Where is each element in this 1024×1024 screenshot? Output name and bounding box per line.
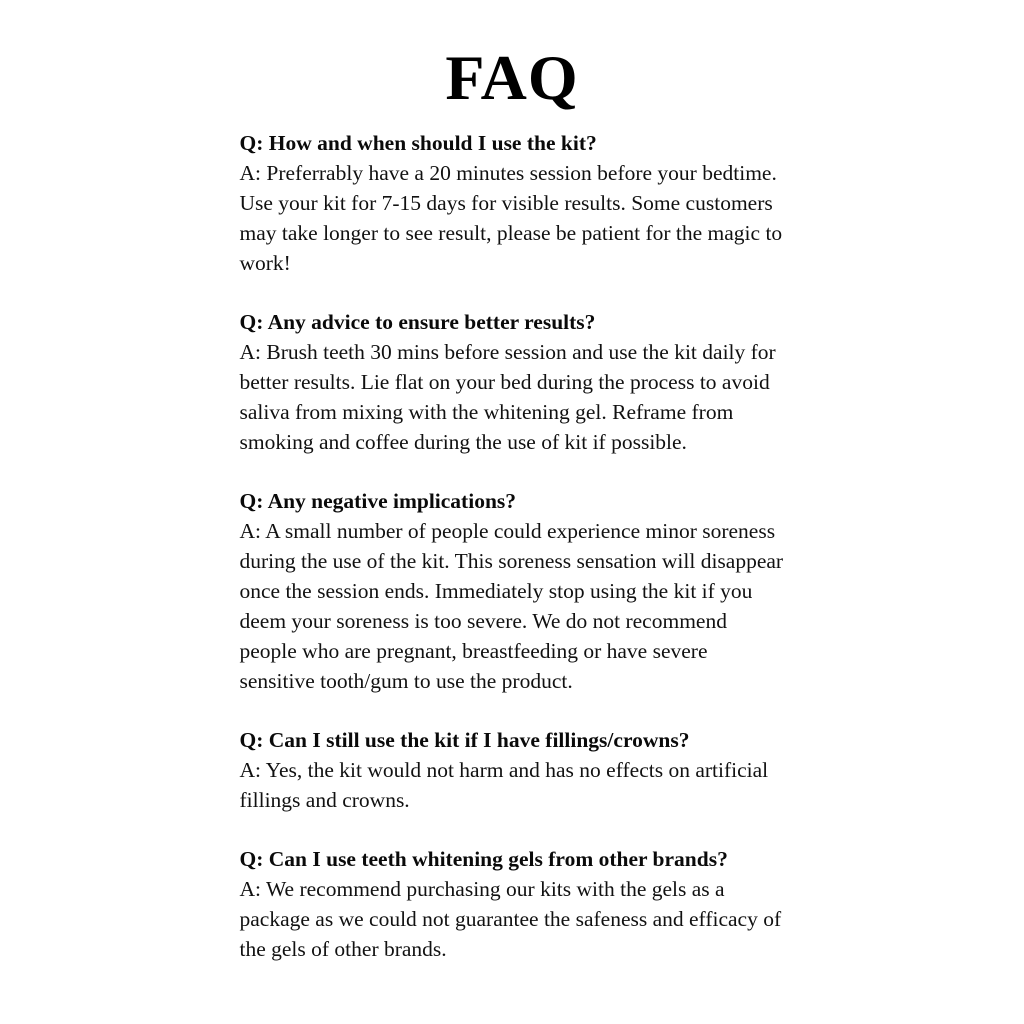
faq-answer: A: We recommend purchasing our kits with the gels as a package as we could not guarantee the safeness and efficacy of the gels of other brands. (239, 877, 782, 961)
faq-question: Q: How and when should I use the kit? (239, 131, 597, 155)
faq-section (240, 128, 785, 278)
faq-question: Q: Any negative implications? (239, 489, 517, 513)
page-title: FAQ (445, 42, 579, 113)
faq-answer: A: Brush teeth 30 mins before session and use the kit daily for better results. Lie flat on your bed during the process to avoid saliva from mixing with the whitening gel. Reframe from smoking and coffee during the use of kit if possible. (239, 340, 776, 454)
faq-section (240, 486, 785, 696)
faq-answer: A: Yes, the kit would not harm and has no effects on artificial fillings and crowns. (239, 758, 769, 812)
faq-answer: A: A small number of people could experience minor soreness during the use of the kit. This soreness sensation will disappear once the session ends. Immediately stop using the kit if you deem your soreness is too severe. We do not recommend people who are pregnant, breastfeeding or have severe sensitive tooth/gum to use the product. (239, 519, 784, 693)
faq-answer: A: Preferrably have a 20 minutes session before your bedtime. Use your kit for 7-15 days for visible results. Some customers may take longer to see result, please be patient for the magic to work! (239, 161, 783, 275)
faq-question: Q: Any advice to ensure better results? (239, 310, 596, 334)
faq-question: Q: Can I use teeth whitening gels from other brands? (239, 847, 728, 871)
faq-section (240, 844, 785, 964)
faq-question: Q: Can I still use the kit if I have fillings/crowns? (239, 728, 690, 752)
faq-section (240, 307, 785, 457)
faq-page (240, 0, 785, 964)
faq-section (240, 725, 785, 815)
